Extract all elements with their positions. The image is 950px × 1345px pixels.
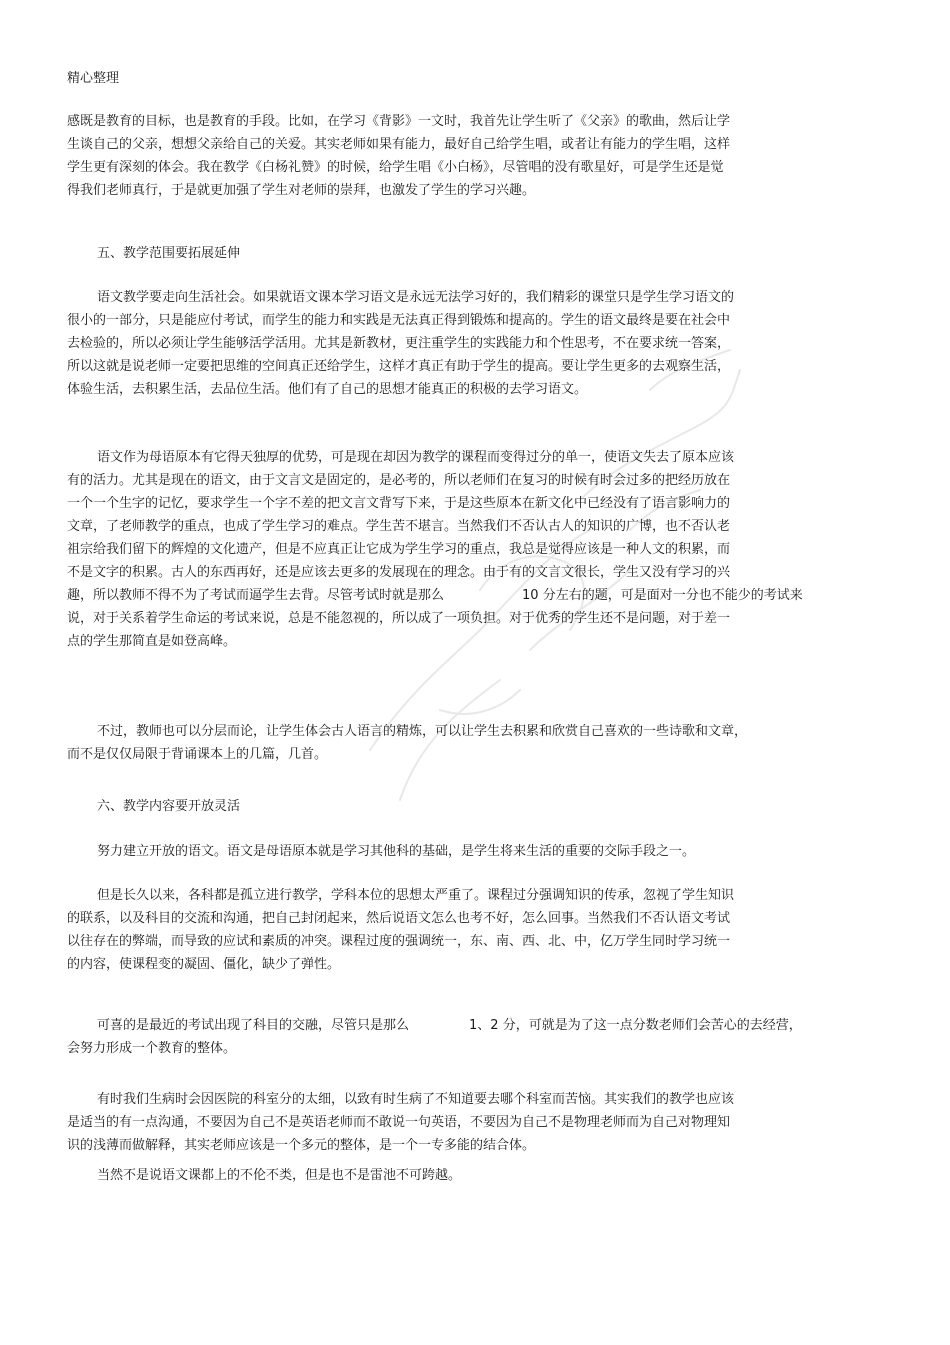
- paragraph-5: [67, 840, 847, 863]
- paragraph-4: [67, 720, 847, 766]
- paragraph-2: [67, 286, 847, 401]
- paragraph-line: 不过，教师也可以分层而论，让学生体会古人语言的精炼，可以让学生去积累和欣赏自己喜欢的一些诗歌和文章，: [97, 724, 748, 739]
- paragraph-8: [67, 1088, 847, 1157]
- paragraph-9: [67, 1164, 847, 1187]
- section-heading-5: [67, 242, 847, 265]
- paragraph-line: 说，对于关系着学生命运的考试来说，总是不能忽视的，所以成了一项负担。对于优秀的学生还不是问题，对于差一: [67, 611, 731, 626]
- paragraph-line: 体验生活，去积累生活，去品位生活。他们有了自己的思想才能真正的积极的去学习语文。: [67, 382, 588, 397]
- paragraph-line: 去检验的，所以必须让学生能够活学活用。尤其是新教材，更注重学生的实践能力和个性思考，不在要求统一答案，: [67, 336, 731, 351]
- paragraph-line: 的内容，使课程变的凝固、僵化，缺少了弹性。: [67, 957, 341, 972]
- paragraph-line: 语文教学要走向生活社会。如果就语文课本学习语文是永远无法学习好的，我们精彩的课堂只是学生学习语文的: [97, 290, 735, 305]
- paragraph-line: 有的活力。尤其是现在的语文，由于文言文是固定的，是必考的，所以老师们在复习的时候有时会过多的把经历放在: [67, 473, 731, 488]
- paragraph-1: [67, 110, 847, 202]
- paragraph-line: 感既是教育的目标，也是教育的手段。比如，在学习《背影》一文时，我首先让学生听了《父亲》的歌曲，然后让学: [67, 114, 731, 129]
- paragraph-line: 很小的一部分，只是能应付考试，而学生的能力和实践是无法真正得到锻炼和提高的。学生的语文最终是要在社会中: [67, 313, 731, 328]
- paragraph-line: 但是长久以来，各科都是孤立进行教学，学科本位的思想太严重了。课程过分强调知识的传承，忽视了学生知识: [97, 888, 735, 903]
- paragraph-line: [67, 584, 847, 607]
- section-heading: 六、教学内容要开放灵活: [97, 799, 241, 814]
- paragraph-line: 点的学生那简直是如登高峰。: [67, 634, 237, 649]
- paragraph-line: 语文作为母语原本有它得天独厚的优势，可是现在却因为教学的课程而变得过分的单一，使语文失去了原本应该: [97, 450, 735, 465]
- line-head: 可喜的是最近的考试出现了科目的交融，尽管只是那么: [97, 1018, 410, 1033]
- paragraph-line: [67, 1014, 847, 1037]
- paragraph-line: 以往存在的弊端，而导致的应试和素质的冲突。课程过度的强调统一，东、南、西、北、中，亿万学生同时学习统一: [67, 934, 731, 949]
- line-tail: 10 分左右的题，可是面对一分也不能少的考试来: [522, 588, 803, 603]
- paragraph-line: 学生更有深刻的体会。我在教学《白杨礼赞》的时候，给学生唱《小白杨》，尽管唱的没有歌星好，可是学生还是觉: [67, 160, 724, 175]
- paragraph-7: [67, 1014, 847, 1060]
- paragraph-6: [67, 884, 847, 976]
- paragraph-line: 不是文字的积累。古人的东西再好，还是应该去更多的发展现在的理念。由于有的文言文很长，学生又没有学习的兴: [67, 565, 731, 580]
- paragraph-line: 生谈自己的父亲，想想父亲给自己的关爱。其实老师如果有能力，最好自己给学生唱，或者让有能力的学生唱，这样: [67, 137, 731, 152]
- paragraph-line: 一个一个生字的记忆，要求学生一个字不差的把文言文背写下来，于是这些原本在新文化中已经没有了语言影响力的: [67, 496, 731, 511]
- section-heading-6: [67, 795, 847, 818]
- section-heading: 五、教学范围要拓展延伸: [97, 246, 241, 261]
- line-tail: 1、2 分，可就是为了这一点分数老师们会苦心的去经营，: [469, 1018, 802, 1033]
- paragraph-3: [67, 446, 847, 653]
- paragraph-line: 有时我们生病时会因医院的科室分的太细，以致有时生病了不知道要去哪个科室而苦恼。其实我们的教学也应该: [97, 1092, 735, 1107]
- paragraph-line: 当然不是说语文课都上的不伦不类，但是也不是雷池不可跨越。: [97, 1168, 462, 1183]
- paragraph-line: 文章，了老师教学的重点，也成了学生学习的难点。学生苦不堪言。当然我们不否认古人的知识的广博，也不否认老: [67, 519, 731, 534]
- paragraph-line: 是适当的有一点沟通，不要因为自己不是英语老师而不敢说一句英语，不要因为自己不是物理老师而为自己对物理知: [67, 1115, 731, 1130]
- paragraph-line: 所以这就是说老师一定要把思维的空间真正还给学生，这样才真正有助于学生的提高。要让学生更多的去观察生活，: [67, 359, 731, 374]
- paragraph-line: 得我们老师真行，于是就更加强了学生对老师的崇拜，也激发了学生的学习兴趣。: [67, 183, 536, 198]
- paragraph-line: 会努力形成一个教育的整体。: [67, 1041, 237, 1056]
- paragraph-line: 识的浅薄而做解释，其实老师应该是一个多元的整体，是一个一专多能的结合体。: [67, 1138, 536, 1153]
- line-head: 趣，所以教师不得不为了考试而逼学生去背。尽管考试时就是那么: [67, 588, 445, 603]
- page-header: 精心整理: [67, 71, 120, 86]
- paragraph-line: 祖宗给我们留下的辉煌的文化遗产，但是不应真正让它成为学生学习的重点，我总是觉得应该是一种人文的积累，而: [67, 542, 731, 557]
- paragraph-line: 而不是仅仅局限于背诵课本上的几篇，几首。: [67, 747, 328, 762]
- paragraph-line: 努力建立开放的语文。语文是母语原本就是学习其他科的基础，是学生将来生活的重要的交际手段之一。: [97, 844, 696, 859]
- paragraph-line: 的联系，以及科目的交流和沟通，把自己封闭起来，然后说语文怎么也考不好，怎么回事。当然我们不否认语文考试: [67, 911, 731, 926]
